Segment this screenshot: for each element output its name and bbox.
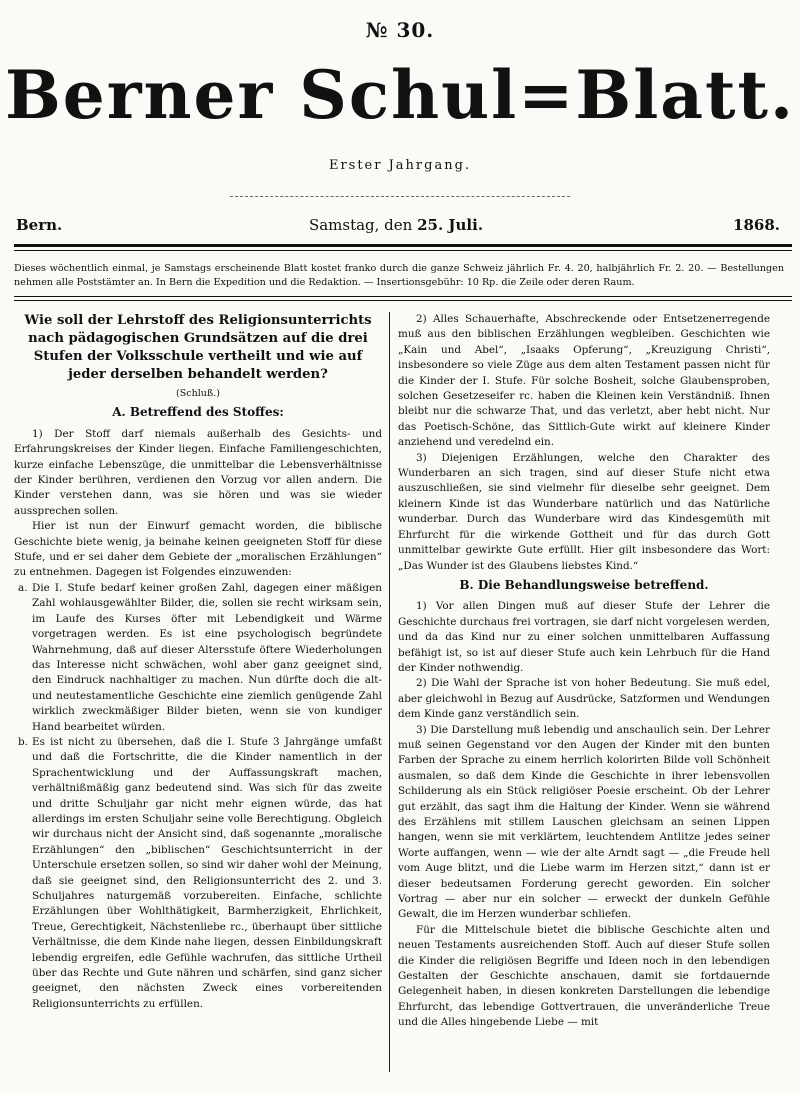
list-item [14,581,382,735]
list-item [14,735,382,1012]
date-value: 25. Juli. [417,216,484,234]
paragraph: Für die Mittelschule bietet die biblische Geschichte alten und neuen Testaments ausreichenden Stoff. Auch auf dieser Stufe sollen die Kinder die religiösen Begriffe und Ideen noch in den lebendigen Gestalten der Geschichte anschauen, damit sie fortdauernde Gelegenheit haben, in diesen konkreten Darstellungen die lebendige Ehrfurcht, das lebendige Gottvertrauen, die unveränderliche Treue und die Alles hingebende Liebe — mit [398,923,770,1029]
item-text: Die I. Stufe bedarf keiner großen Zahl, dagegen einer mäßigen Zahl wohlausgewählter Bilder, die, sollen sie recht wirksam sein, im Laufe des Kurses öfter mit Lebendigkeit und Wärme vorgetragen werden. Es ist eine psychologisch begründete Wahrnehmung, daß auf dieser Altersstufe öftere Wiederholungen das Interesse nicht schwächen, wohl aber ganz geeignet sind, den Eindruck nachhaltiger zu machen. Nun dürfte doch die alt- und neutestamentliche Geschichte eine ziemlich genügende Zahl wirklich zweckmäßiger Bilder bieten, wenn sie von kundiger Hand bearbeitet würden. [32,581,382,733]
paragraph: Hier ist nun der Einwurf gemacht worden, die biblische Geschichte biete wenig, ja beinahe keinen geeigneten Stoff für diese Stufe, und er sei daher dem Gebiete der „moralischen Erzählungen“ zu entnehmen. Dagegen ist Folgendes einzuwenden: [14,520,382,579]
paragraph: 3) Diejenigen Erzählungen, welche den Charakter des Wunderbaren an sich tragen, sind auf dieser Stufe nicht etwa auszuschließen, sie sind vielmehr für dieselbe sehr geeignet. Dem kleinern Kinde ist das Wunderbare natürlich und das Natürliche wunderbar. Durch das Wunderbare wird das Kindesgemüth mit Ehrfurcht für die wirkende Gottheit und für das durch Gott unmittelbar gewirkte Gute erfüllt. Hier gilt insbesondere das Wort: „Das Wunder ist des Glaubens liebstes Kind.“ [398,451,770,572]
paragraph: 3) Die Darstellung muß lebendig und anschaulich sein. Der Lehrer muß seinen Gegenstand vor den Augen der Kinder mit den bunten Farben der Sprache zu einem herrlich kolorirten Bilde voll Schönheit ausmalen, so daß dem Kinde die Geschichte in ihrer lebensvollen Schilderung als ein Stück religiöser Poesie erscheint. Ob der Lehrer gut erzählt, das sagt ihm die Haltung der Kinder. Wenn sie während des Erzählens mit stillem Lauschen gleichsam an seinen Lippen hangen, wenn sie mit verklärtem, leuchtendem Antlitze jedes seiner Worte auffangen, wenn — wie der alte Arndt sagt — „die Freude hell vom Auge blitzt, und die Liebe warm im Herzen sitzt,“ dann ist er dieser bedeutsamen Forderung gerecht geworden. Ein solcher Vortrag — aber nur ein solcher — erweckt der dunkeln Gefühle Gewalt, die im Herzen wunderbar schliefen. [398,723,770,921]
section-a-heading: A. Betreffend des Stoffes: [112,405,284,420]
notice-rule-thin [14,300,792,301]
notice-rule [14,296,792,297]
header-rule-thin [14,250,792,251]
volume-subtitle: Erster Jahrgang. [328,158,472,173]
left-column [14,312,382,1082]
column-divider [389,312,390,1072]
place-name: Bern. [16,216,63,234]
header-rule [14,244,792,247]
paragraph: 1) Vor allen Dingen muß auf dieser Stufe der Lehrer die Geschichte durchaus frei vortragen, sie darf nicht vorgelesen werden, und da das Kind nur zu einer solchen unmittelbaren Auffassung befähigt ist, so ist auf dieser Stufe auch kein Lehrbuch für die Hand der Kinder nothwendig. [398,600,770,674]
masthead-title: Berner Schul=Blatt. [4,56,796,134]
paragraph: 2) Die Wahl der Sprache ist von hoher Bedeutung. Sie muß edel, aber gleichwohl in Bezug auf Ausdrücke, Satzformen und Wendungen dem Kinde ganz verständlich sein. [398,677,770,721]
paragraph: 2) Alles Schauerhafte, Abschreckende oder Entsetzenerregende muß aus den biblischen Erzählungen wegbleiben. Geschichten wie „Kain und Abel“, „Isaaks Opferung“, „Kreuzigung Christi“, insbesondere so viele Züge aus dem alten Testament passen nicht für die Kinder der I. Stufe. Für solche Bosheit, solche Glaubensproben, solchen Gesetzeseifer rc. haben die Kleinen kein Verständniß. Ihnen bleibt nur die schwarze That, und das verletzt, aber hebt nicht. Nur das Poetisch-Schöne, das Sittlich-Gute wirkt auf kleinere Kinder anziehend und veredelnd ein. [398,313,770,449]
article-title: Wie soll der Lehrstoff des Religionsunterrichts nach pädagogischen Grundsätzen auf die drei Stufen der Volksschule vertheilt und wie auf jeder derselben behandelt werden? [24,313,372,382]
item-marker: a. [18,581,28,594]
item-text: Es ist nicht zu übersehen, daß die I. Stufe 3 Jahrgänge umfaßt und daß die Fortschritte, die die Kinder namentlich in der Sprachentwicklung und der Auffassungskraft machen, verhältnißmäßig ganz bedeutend sind. Was sich für das zweite und dritte Schuljahr gar nicht mehr eignen würde, das hat allerdings im ersten Schuljahr seine volle Berechtigung. Obgleich wir durchaus nicht der Ansicht sind, daß sogenannte „moralische Erzählungen“ den „biblischen“ Geschichtsunterricht in der Unterschule ersetzen sollen, so sind wir daher wohl der Meinung, daß sie geeignet sind, den Religionsunterricht des 2. und 3. Schuljahres naturgemäß vorzubereiten. Einfache, schlichte Erzählungen über Wohlthätigkeit, Barmherzigkeit, Ehrlichkeit, Treue, Gerechtigkeit, Nächstenliebe rc., überhaupt über sittliche Verhältnisse, die dem Kinde nahe liegen, dessen Einbildungskraft lebendig ergreifen, edle Gefühle wachrufen, das sittliche Urtheil über das Rechte und Gute nähren und schärfen, sind ganz sicher geeignet, den nächsten Zweck eines vorbereitenden Religionsunterrichts zu erfüllen. [32,735,382,1010]
section-b-heading: B. Die Behandlungsweise betreffend. [459,577,709,592]
ornamental-divider [230,196,570,197]
issue-number: № 30. [365,18,435,42]
continuation-note: (Schluß.) [176,388,220,399]
right-column [398,312,770,1082]
issue-date [16,216,776,234]
subscription-notice: Dieses wöchentlich einmal, je Samstags erscheinende Blatt kostet franko durch die ganze Schweiz jährlich Fr. 4. 20, halbjährlich Fr. 2. 20. — Bestellungen nehmen alle Poststämter an. In Bern die Expedition und die Redaktion. — Insertionsgebühr: 10 Rp. die Zeile oder deren Raum. [14,263,784,288]
issue-year: 1868. [733,216,780,234]
date-prefix: Samstag, den [308,216,413,234]
item-marker: b. [18,735,28,748]
paragraph: 1) Der Stoff darf niemals außerhalb des Gesichts- und Erfahrungskreises der Kinder liegen. Einfache Familiengeschichten, kurze einfache Lebenszüge, die unmittelbar die Lebensverhältnisse der Kinder berühren, verdienen den Vorzug vor allen andern. Die Kinder verstehen dann, was sie hören und was sie wieder aussprechen sollen. [14,427,382,517]
